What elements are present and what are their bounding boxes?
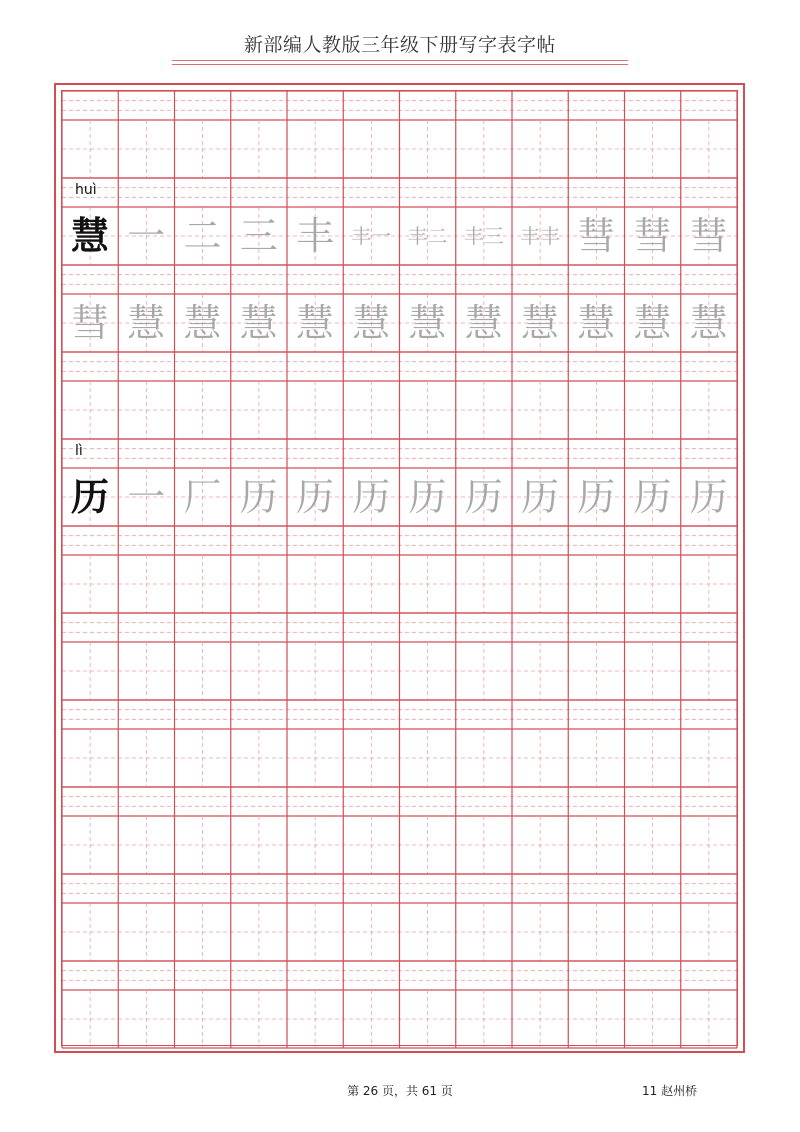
trace-character: 慧 (295, 301, 334, 345)
trace-character: 彗 (577, 214, 616, 258)
pinyin-label: lì (75, 443, 83, 459)
trace-character: 慧 (183, 301, 222, 345)
trace-character: 丰丰 (520, 224, 560, 248)
trace-character: 历 (352, 475, 391, 519)
page-title: 新部编人教版三年级下册写字表字帖 (243, 34, 556, 56)
model-character: 慧 (70, 213, 109, 258)
trace-character: 慧 (689, 301, 728, 345)
page-number: 第 26 页，共 61 页 (347, 1084, 453, 1098)
trace-character: 慧 (520, 301, 559, 345)
trace-character: 一 (127, 214, 166, 258)
lesson-label: 11 赵州桥 (642, 1084, 698, 1098)
trace-character: 慧 (577, 301, 616, 345)
trace-character: 彗 (633, 214, 672, 258)
trace-character: 慧 (633, 301, 672, 345)
trace-character: 历 (577, 475, 616, 519)
trace-character: 慧 (408, 301, 447, 345)
trace-character: 彗 (689, 214, 728, 258)
trace-character: 慧 (127, 301, 166, 345)
trace-character: 二 (183, 214, 222, 258)
trace-character: 历 (295, 475, 334, 519)
model-character: 历 (70, 474, 109, 519)
trace-character: 历 (408, 475, 447, 519)
trace-character: 历 (633, 475, 672, 519)
trace-character: 丰一 (351, 224, 392, 248)
trace-character: 慧 (464, 301, 503, 345)
pinyin-label: huì (75, 182, 97, 198)
trace-character: 历 (520, 475, 559, 519)
trace-character: 历 (239, 475, 278, 519)
trace-character: 厂 (183, 475, 222, 519)
trace-character: 历 (464, 475, 503, 519)
trace-character: 三 (239, 214, 278, 258)
trace-character: 一 (127, 475, 166, 519)
trace-character: 彗 (70, 301, 109, 345)
trace-character: 慧 (239, 301, 278, 345)
trace-character: 慧 (352, 301, 391, 345)
trace-character: 丰 (295, 214, 334, 258)
trace-character: 历 (689, 475, 728, 519)
trace-character: 丰三 (463, 224, 504, 248)
trace-character: 丰二 (407, 224, 448, 248)
